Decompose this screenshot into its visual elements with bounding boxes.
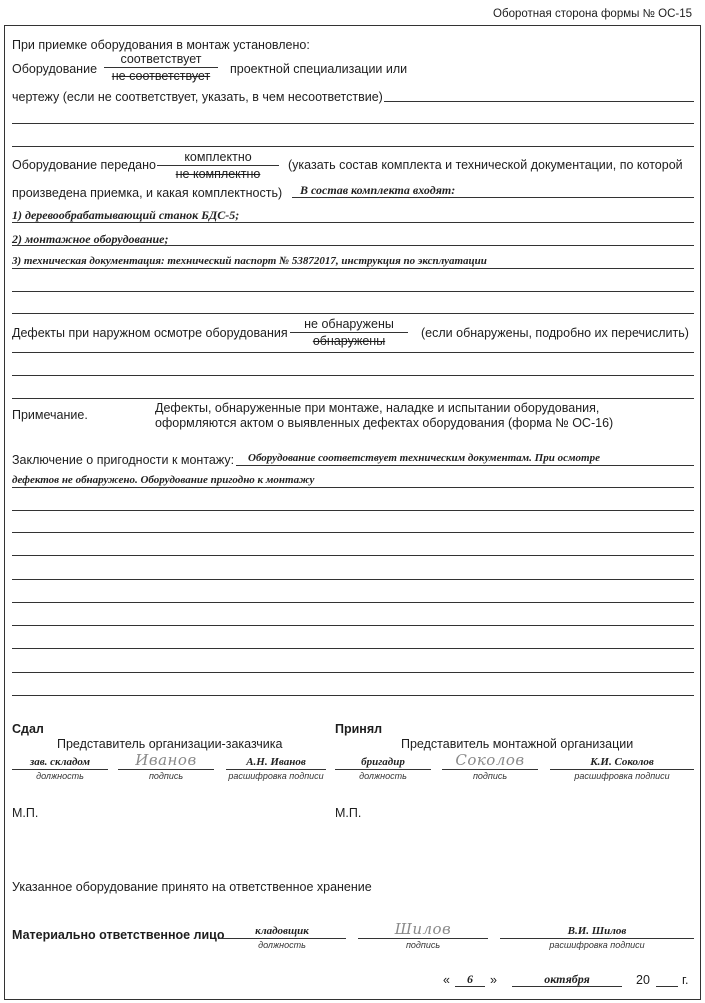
fill-line — [12, 123, 694, 124]
not-found-option: не обнаружены — [304, 317, 394, 331]
complete-option: комплектно — [184, 150, 252, 164]
fill-line — [236, 465, 694, 466]
fill-line — [12, 245, 694, 246]
received-position: бригадир — [361, 756, 405, 768]
intro-text: При приемке оборудования в монтаж установлено: — [12, 38, 310, 52]
fill-line — [12, 487, 694, 488]
defects-label: Дефекты при наружном осмотре оборудования — [12, 326, 288, 340]
signature-line — [226, 769, 326, 770]
transferred-label: Оборудование передано — [12, 158, 156, 172]
fill-line — [12, 695, 694, 696]
handed-position: зав. складом — [29, 756, 91, 768]
drawing-text: чертежу (если не соответствует, указать, в чем несоответствие) — [12, 90, 383, 104]
fraction-line — [104, 67, 218, 68]
fraction-line — [157, 165, 279, 166]
received-signature: Соколов — [455, 751, 525, 769]
form-side-header: Оборотная сторона формы № ОС-15 — [493, 8, 692, 20]
fill-line — [12, 398, 694, 399]
received-org: Представитель монтажной организации — [401, 737, 634, 751]
handed-title: Сдал — [12, 722, 44, 736]
storage-signature: Шилов — [394, 920, 452, 938]
fill-line — [12, 375, 694, 376]
signature-line — [358, 938, 488, 939]
storage-text: Указанное оборудование принято на ответственное хранение — [12, 880, 372, 894]
project-text: проектной специализации или — [230, 62, 408, 76]
fill-line — [12, 313, 694, 314]
position-caption: должность — [359, 771, 407, 781]
signature-caption: подпись — [405, 940, 441, 950]
signature-line — [335, 769, 431, 770]
fill-line — [12, 579, 694, 580]
stamp-place-received: М.П. — [335, 806, 362, 820]
defects-instruction: (если обнаружены, подробно их перечислить) — [421, 326, 689, 340]
fill-line — [12, 555, 694, 556]
position-caption: должность — [36, 771, 84, 781]
set-contents-intro: В состав комплекта входят: — [300, 183, 456, 197]
conclusion-label: Заключение о пригодности к монтажу: — [12, 453, 235, 467]
fraction-line — [290, 332, 408, 333]
signature-line — [442, 769, 538, 770]
note-label: Примечание. — [12, 408, 88, 422]
match-option: соответствует — [120, 52, 202, 66]
note-text-1: Дефекты, обнаруженные при монтаже, наладке и испытании оборудования, — [155, 401, 600, 415]
set-item-2: 2) монтажное оборудование; — [12, 232, 169, 246]
handed-org: Представитель организации-заказчика — [57, 737, 283, 751]
set-item-1: 1) деревообрабатывающий станок БДС-5; — [12, 208, 240, 222]
signature-line — [118, 769, 214, 770]
fill-line — [12, 532, 694, 533]
storage-position: кладовщик — [255, 925, 309, 937]
fill-line — [12, 268, 694, 269]
date-line — [656, 986, 678, 987]
name-caption: расшифровка подписи — [228, 771, 324, 781]
handed-signature: Иванов — [135, 751, 197, 769]
fill-line — [12, 352, 694, 353]
signature-line — [500, 938, 694, 939]
name-caption: расшифровка подписи — [574, 771, 670, 781]
set-instruction-cont: произведена приемка, и какая комплектность) — [12, 186, 283, 200]
position-caption: должность — [258, 940, 306, 950]
fill-line — [12, 222, 694, 223]
name-caption: расшифровка подписи — [549, 940, 645, 950]
found-option: обнаружены — [312, 334, 386, 348]
signature-caption: подпись — [472, 771, 508, 781]
fill-line — [384, 101, 694, 102]
signature-caption: подпись — [148, 771, 184, 781]
fill-line — [12, 146, 694, 147]
stamp-place-handed: М.П. — [12, 806, 39, 820]
signature-line — [218, 938, 346, 939]
date-year-prefix: 20 — [636, 973, 650, 987]
mismatch-option: не соответствует — [111, 69, 211, 83]
date-line — [455, 986, 485, 987]
received-title: Принял — [335, 722, 383, 736]
storage-name: В.И. Шилов — [567, 925, 627, 937]
fill-line — [12, 602, 694, 603]
conclusion-line-1: Оборудование соответствует техническим документам. При осмотре — [248, 452, 600, 464]
fill-line — [12, 510, 694, 511]
set-instruction: (указать состав комплекта и технической документации, по которой — [288, 158, 683, 172]
signature-line — [550, 769, 694, 770]
received-name: К.И. Соколов — [590, 756, 654, 768]
set-item-3: 3) техническая документация: технический паспорт № 53872017, инструкция по эксплуатации — [12, 255, 487, 267]
date-open-quote: « — [443, 973, 450, 987]
fill-line — [12, 291, 694, 292]
handed-name: А.Н. Иванов — [246, 756, 306, 768]
conclusion-line-2: дефектов не обнаружено. Оборудование пригодно к монтажу — [12, 474, 315, 486]
equipment-label: Оборудование — [12, 62, 98, 76]
date-line — [512, 986, 622, 987]
note-text-2: оформляются актом о выявленных дефектах оборудования (форма № ОС-16) — [155, 416, 614, 430]
fill-line — [12, 672, 694, 673]
date-year-suffix: г. — [682, 973, 689, 987]
fill-line — [12, 648, 694, 649]
fill-line — [292, 197, 694, 198]
incomplete-option: не комплектно — [175, 167, 261, 181]
date-month: октября — [544, 972, 590, 986]
fill-line — [12, 625, 694, 626]
date-day: 6 — [467, 972, 473, 986]
signature-line — [12, 769, 108, 770]
responsible-person-label: Материально ответственное лицо — [12, 928, 225, 942]
date-close-quote: » — [490, 973, 497, 987]
